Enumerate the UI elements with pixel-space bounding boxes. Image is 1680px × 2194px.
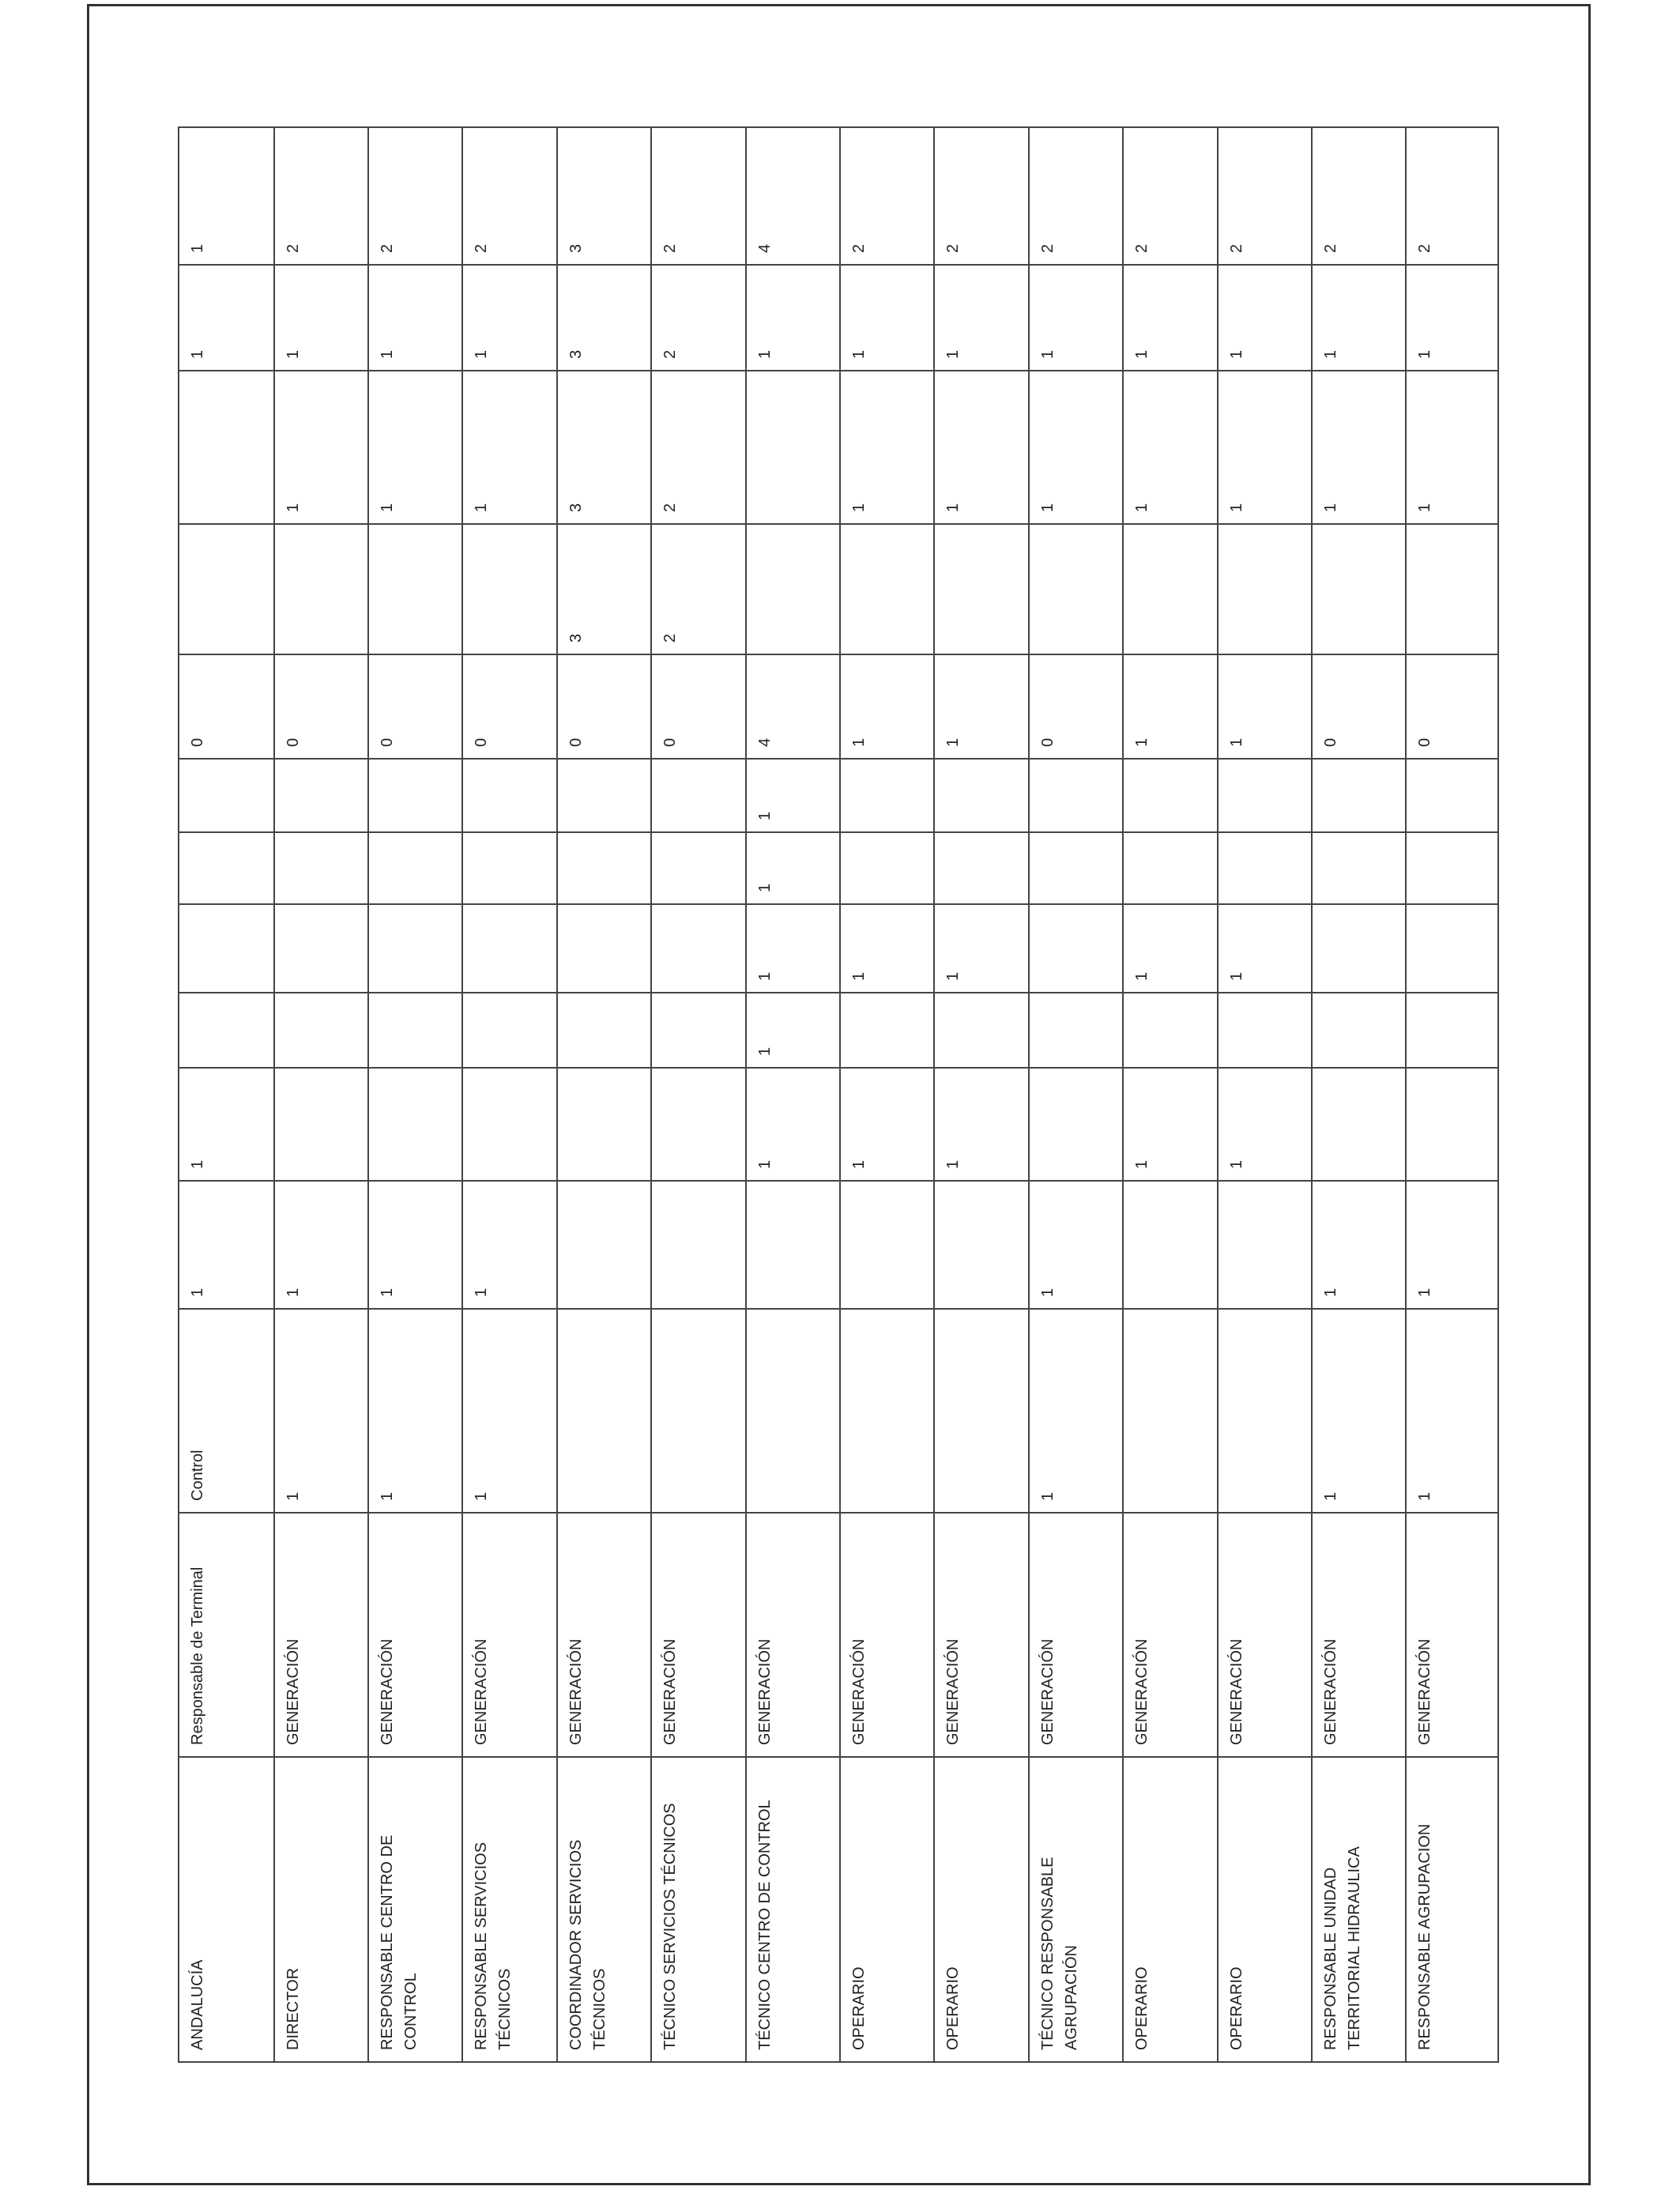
table-cell: GENERACIÓN [557, 1513, 651, 1757]
table-cell: 1 [934, 654, 1029, 759]
table-cell [1029, 1068, 1123, 1181]
table-cell: 1 [746, 759, 840, 832]
table-cell [840, 1181, 934, 1309]
table-header-cell: 0 [179, 654, 274, 759]
table-cell [934, 1181, 1029, 1309]
table-cell: GENERACIÓN [840, 1513, 934, 1757]
table-cell: 0 [651, 654, 746, 759]
table-cell: 1 [1218, 371, 1312, 524]
table-cell: OPERARIO [1218, 1757, 1312, 2062]
table-cell: 4 [746, 127, 840, 265]
table-wrapper [178, 128, 1497, 2063]
table-cell [1406, 524, 1498, 654]
table-cell: 3 [557, 524, 651, 654]
table-header-cell [179, 371, 274, 524]
table-header-cell: 1 [179, 265, 274, 371]
table-cell [368, 993, 462, 1068]
table-cell [840, 759, 934, 832]
table-cell: 1 [840, 904, 934, 993]
table-cell [840, 832, 934, 904]
table-cell [840, 1309, 934, 1513]
table-cell: 4 [746, 654, 840, 759]
table-cell: RESPONSABLE AGRUPACION [1406, 1757, 1498, 2062]
table-cell: GENERACIÓN [1406, 1513, 1498, 1757]
table-row [462, 127, 557, 2062]
table-cell [1218, 759, 1312, 832]
table-cell: 1 [1218, 1068, 1312, 1181]
table-cell [651, 1309, 746, 1513]
table-cell [368, 1068, 462, 1181]
table-cell: RESPONSABLE SERVICIOS TÉCNICOS [462, 1757, 557, 2062]
table-cell: 1 [1312, 371, 1406, 524]
table-cell: 0 [557, 654, 651, 759]
table-cell: GENERACIÓN [1123, 1513, 1218, 1757]
table-cell: GENERACIÓN [746, 1513, 840, 1757]
table-cell: OPERARIO [840, 1757, 934, 2062]
table-cell [1218, 524, 1312, 654]
table-cell [557, 904, 651, 993]
table-cell [557, 993, 651, 1068]
table-cell [462, 904, 557, 993]
table-cell [934, 993, 1029, 1068]
table-cell [651, 1181, 746, 1309]
table-cell: GENERACIÓN [274, 1513, 368, 1757]
table-row [274, 127, 368, 2062]
table-cell: GENERACIÓN [651, 1513, 746, 1757]
table-row [746, 127, 840, 2062]
table-cell [462, 993, 557, 1068]
table-cell: 2 [840, 127, 934, 265]
table-cell [274, 524, 368, 654]
table-cell: TÉCNICO SERVICIOS TÉCNICOS [651, 1757, 746, 2062]
table-cell: 1 [934, 265, 1029, 371]
table-cell: 2 [368, 127, 462, 265]
table-cell [1123, 524, 1218, 654]
table-cell: 1 [1312, 265, 1406, 371]
table-cell: 2 [934, 127, 1029, 265]
table-cell [746, 371, 840, 524]
table-cell [1123, 1309, 1218, 1513]
table-cell: 1 [1123, 371, 1218, 524]
table-cell [1029, 832, 1123, 904]
table-cell [1312, 904, 1406, 993]
table-cell: 1 [746, 993, 840, 1068]
table-cell: 1 [462, 1309, 557, 1513]
table-row [840, 127, 934, 2062]
table-cell: 1 [1123, 654, 1218, 759]
table-cell [557, 759, 651, 832]
table-cell: RESPONSABLE CENTRO DE CONTROL [368, 1757, 462, 2062]
table-header-cell [179, 759, 274, 832]
table-cell: DIRECTOR [274, 1757, 368, 2062]
table-cell: GENERACIÓN [1218, 1513, 1312, 1757]
table-cell: 1 [368, 1181, 462, 1309]
table-cell: 1 [1029, 371, 1123, 524]
table-cell: 1 [746, 1068, 840, 1181]
table-cell: 3 [557, 127, 651, 265]
table-cell [1406, 832, 1498, 904]
table-cell: 1 [368, 371, 462, 524]
table-cell [746, 1309, 840, 1513]
table-cell: 1 [934, 371, 1029, 524]
table-cell: 1 [840, 371, 934, 524]
table-cell: OPERARIO [1123, 1757, 1218, 2062]
table-header-cell: Control [179, 1309, 274, 1513]
table-cell: 1 [840, 654, 934, 759]
table-cell [1312, 993, 1406, 1068]
table-cell [651, 759, 746, 832]
table-cell: 1 [1312, 1181, 1406, 1309]
table-header-cell: 1 [179, 127, 274, 265]
table-cell: 0 [274, 654, 368, 759]
table-header-cell [179, 832, 274, 904]
table-cell [462, 1068, 557, 1181]
table-cell: 1 [1218, 904, 1312, 993]
table-cell: GENERACIÓN [1312, 1513, 1406, 1757]
table-cell [1312, 1068, 1406, 1181]
table-cell: 2 [1029, 127, 1123, 265]
table-cell [274, 993, 368, 1068]
table-cell: 1 [368, 1309, 462, 1513]
table-cell [557, 1068, 651, 1181]
table-cell: 0 [1312, 654, 1406, 759]
table-cell: 3 [557, 265, 651, 371]
table-cell [1312, 524, 1406, 654]
table-cell: TÉCNICO CENTRO DE CONTROL [746, 1757, 840, 2062]
table-cell: COORDINADOR SERVICIOS TÉCNICOS [557, 1757, 651, 2062]
table-cell: 1 [1123, 265, 1218, 371]
table-cell: 3 [557, 371, 651, 524]
table-cell [934, 832, 1029, 904]
table-cell [368, 759, 462, 832]
table-cell: 1 [274, 1309, 368, 1513]
table-cell: 0 [1406, 654, 1498, 759]
table-cell: GENERACIÓN [462, 1513, 557, 1757]
table-cell: 2 [651, 127, 746, 265]
table-cell: 1 [462, 371, 557, 524]
table-row [368, 127, 462, 2062]
table-cell [1029, 993, 1123, 1068]
table-cell [1029, 524, 1123, 654]
table-cell [934, 1309, 1029, 1513]
table-cell [1123, 759, 1218, 832]
table-cell: 2 [274, 127, 368, 265]
table-cell [1029, 904, 1123, 993]
table-cell: 1 [1218, 654, 1312, 759]
table-cell [840, 524, 934, 654]
table-cell [1406, 993, 1498, 1068]
table-cell [1218, 832, 1312, 904]
table-cell [462, 759, 557, 832]
table-cell: 2 [1312, 127, 1406, 265]
table-cell: 1 [1029, 1309, 1123, 1513]
table-row [1312, 127, 1406, 2062]
table-cell [651, 904, 746, 993]
table-cell: 1 [1406, 1309, 1498, 1513]
table-cell [651, 1068, 746, 1181]
table-cell [368, 524, 462, 654]
table-cell [746, 1181, 840, 1309]
table-cell: 1 [462, 1181, 557, 1309]
table-cell: 1 [274, 371, 368, 524]
table-header-cell: 1 [179, 1068, 274, 1181]
table-cell [557, 1181, 651, 1309]
table-row [1406, 127, 1498, 2062]
table-cell [1029, 759, 1123, 832]
table-cell: OPERARIO [934, 1757, 1029, 2062]
table-cell: 2 [651, 371, 746, 524]
table-cell: 1 [746, 832, 840, 904]
table-cell: TÉCNICO RESPONSABLE AGRUPACIÓN [1029, 1757, 1123, 2062]
table-cell [1312, 832, 1406, 904]
table-cell [1123, 832, 1218, 904]
table-cell [1406, 904, 1498, 993]
table-header-cell [179, 993, 274, 1068]
table-cell: 1 [1312, 1309, 1406, 1513]
table-cell: 1 [934, 1068, 1029, 1181]
table-row [1218, 127, 1312, 2062]
table-cell [1218, 993, 1312, 1068]
table-cell [1123, 1181, 1218, 1309]
table-header-cell [179, 524, 274, 654]
table-cell: 2 [651, 265, 746, 371]
table-cell: GENERACIÓN [934, 1513, 1029, 1757]
table-cell: 1 [274, 1181, 368, 1309]
table-row [1123, 127, 1218, 2062]
table-cell [1218, 1181, 1312, 1309]
table-header-cell: 1 [179, 1181, 274, 1309]
table-cell [274, 759, 368, 832]
table-header-row [179, 127, 274, 2062]
staff-table [178, 126, 1499, 2063]
table-cell: 1 [1406, 265, 1498, 371]
table-cell [840, 993, 934, 1068]
table-cell: 2 [1406, 127, 1498, 265]
table-cell: GENERACIÓN [1029, 1513, 1123, 1757]
table-cell: 0 [368, 654, 462, 759]
table-cell: 1 [746, 904, 840, 993]
table-row [651, 127, 746, 2062]
table-cell: 0 [1029, 654, 1123, 759]
table-cell: 1 [746, 265, 840, 371]
table-cell [368, 832, 462, 904]
table-cell [746, 524, 840, 654]
table-cell: 1 [1029, 1181, 1123, 1309]
table-cell: 1 [840, 1068, 934, 1181]
table-cell [651, 993, 746, 1068]
table-cell: 1 [1218, 265, 1312, 371]
table-cell: 2 [462, 127, 557, 265]
table-header-cell: ANDALUCÍA [179, 1757, 274, 2062]
table-cell: 1 [462, 265, 557, 371]
table-cell [462, 524, 557, 654]
table-cell: 1 [1123, 1068, 1218, 1181]
table-cell: RESPONSABLE UNIDAD TERRITORIAL HIDRAULICA [1312, 1757, 1406, 2062]
table-cell [557, 1309, 651, 1513]
table-cell: 2 [1123, 127, 1218, 265]
table-cell [1218, 1309, 1312, 1513]
table-cell: GENERACIÓN [368, 1513, 462, 1757]
table-cell: 1 [934, 904, 1029, 993]
table-cell: 1 [274, 265, 368, 371]
table-row [557, 127, 651, 2062]
table-cell [651, 832, 746, 904]
table-cell [274, 1068, 368, 1181]
table-cell [1406, 759, 1498, 832]
table-cell: 0 [462, 654, 557, 759]
table-cell: 1 [1406, 371, 1498, 524]
table-cell: 2 [651, 524, 746, 654]
table-cell: 1 [368, 265, 462, 371]
table-cell [274, 904, 368, 993]
table-row [1029, 127, 1123, 2062]
table-cell [368, 904, 462, 993]
table-cell: 1 [1029, 265, 1123, 371]
table-header-cell [179, 904, 274, 993]
table-cell [934, 759, 1029, 832]
table-cell [557, 832, 651, 904]
table-header-cell: Responsable de Terminal [179, 1513, 274, 1757]
table-cell: 1 [1406, 1181, 1498, 1309]
table-row [934, 127, 1029, 2062]
table-cell [462, 832, 557, 904]
table-cell [274, 832, 368, 904]
table-cell: 1 [1123, 904, 1218, 993]
table-cell [1123, 993, 1218, 1068]
table-cell [1406, 1068, 1498, 1181]
table-cell: 1 [840, 265, 934, 371]
table-cell [1312, 759, 1406, 832]
table-cell [934, 524, 1029, 654]
table-cell: 2 [1218, 127, 1312, 265]
